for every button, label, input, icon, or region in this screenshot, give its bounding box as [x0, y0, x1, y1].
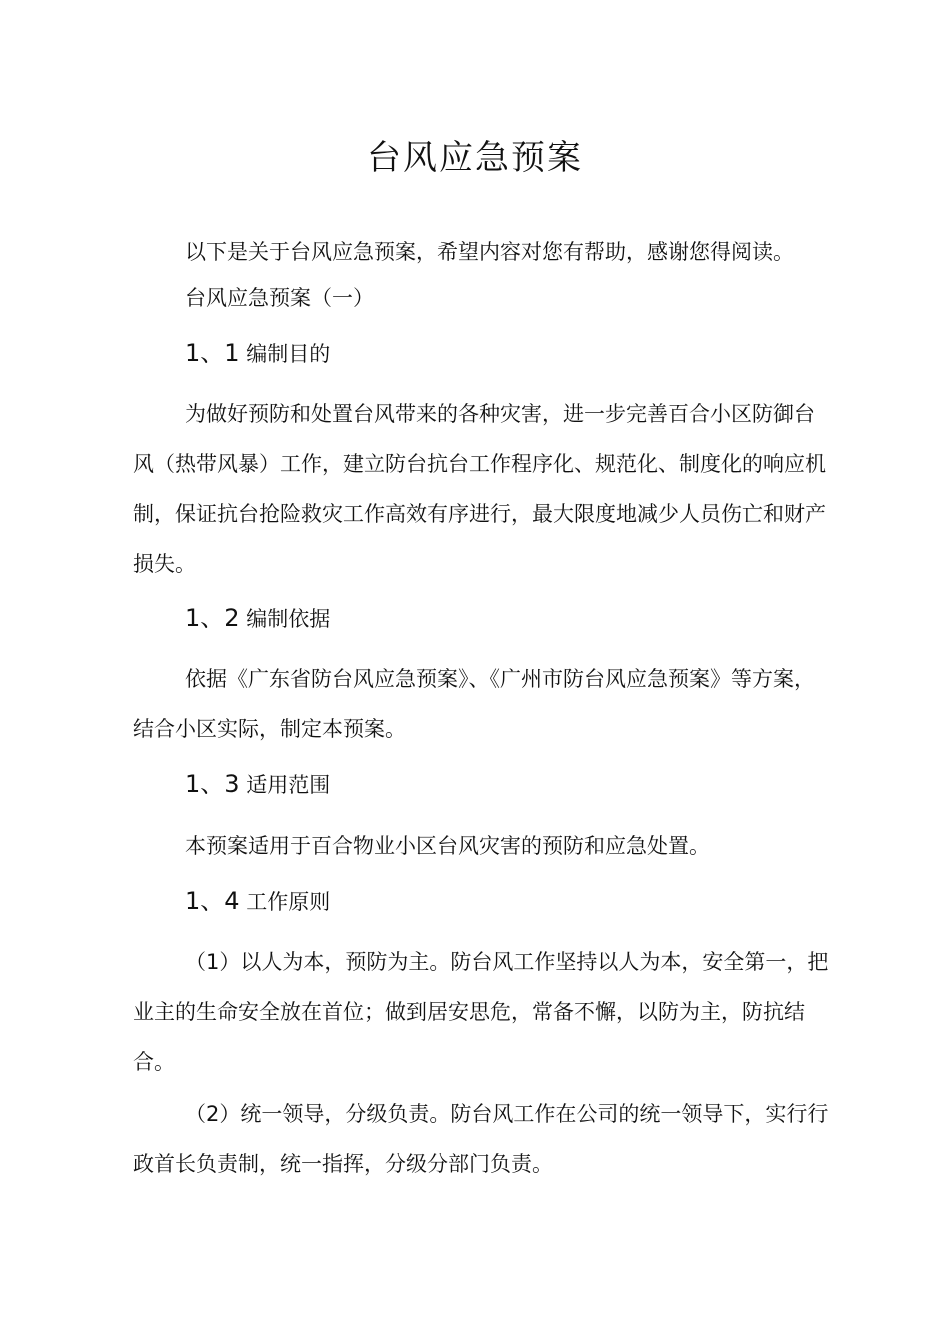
section-title: 台风应急预案（一）	[185, 286, 374, 310]
paragraph-principle-1: （1）以人为本，预防为主。防台风工作坚持以人为本，安全第一，把业主的生命安全放在首位；做到居安思危，常备不懈，以防为主，防抗结合。	[133, 950, 829, 1074]
heading-number: 1、1	[185, 339, 240, 367]
heading-number: 1、2	[185, 604, 240, 632]
heading-1-3	[185, 764, 330, 805]
heading-number: 1、3	[185, 770, 240, 798]
heading-label: 适用范围	[246, 773, 331, 797]
paragraph-basis: 依据《广东省防台风应急预案》、《广州市防台风应急预案》等方案，结合小区实际，制定本预案。	[133, 667, 815, 741]
heading-label: 工作原则	[246, 890, 331, 914]
paragraph-scope: 本预案适用于百合物业小区台风灾害的预防和应急处置。	[185, 834, 710, 858]
paragraph-principle-2: （2）统一领导，分级负责。防台风工作在公司的统一领导下，实行行政首长负责制，统一指挥，分级分部门负责。	[133, 1102, 829, 1176]
heading-1-2	[185, 598, 330, 639]
heading-1-4	[185, 881, 330, 922]
intro-text: 以下是关于台风应急预案，希望内容对您有帮助，感谢您得阅读。	[185, 240, 794, 264]
heading-label: 编制目的	[246, 342, 331, 366]
heading-1-1	[185, 333, 330, 374]
heading-number: 1、4	[185, 887, 240, 915]
document-title: 台风应急预案	[367, 138, 583, 178]
heading-label: 编制依据	[246, 607, 331, 631]
paragraph-purpose: 为做好预防和处置台风带来的各种灾害，进一步完善百合小区防御台风（热带风暴）工作，建立防台抗台工作程序化、规范化、制度化的响应机制，保证抗台抢险救灾工作高效有序进行，最大限度地减少人员伤亡和财产损失。	[133, 402, 826, 576]
